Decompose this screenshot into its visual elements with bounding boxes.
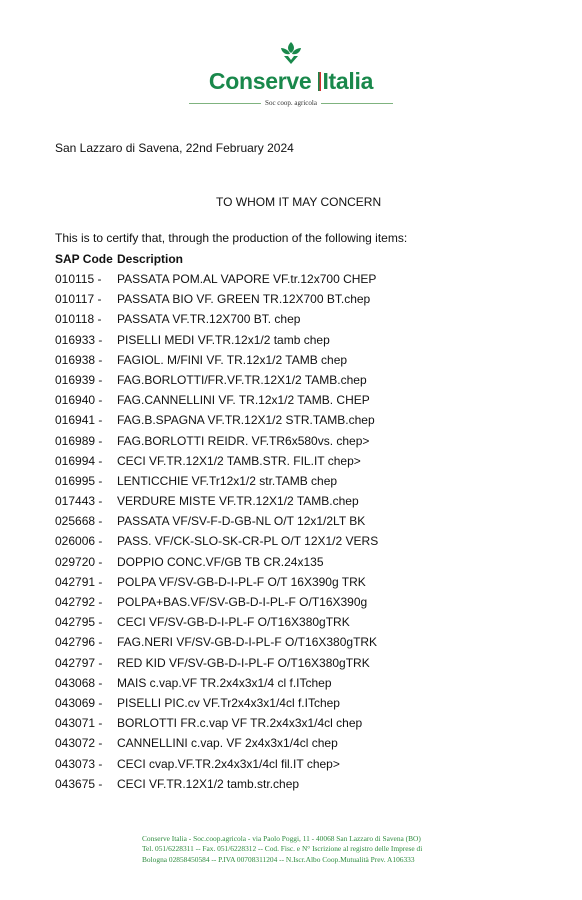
- list-item: [55, 434, 555, 454]
- column-header-sap-code: SAP Code: [55, 252, 113, 266]
- list-item: [55, 676, 555, 696]
- item-sap-code: 043073 -: [55, 756, 103, 771]
- list-item: [55, 413, 555, 433]
- item-description: PASSATA VF.TR.12X700 BT. chep: [117, 312, 301, 327]
- item-sap-code: 016995 -: [55, 473, 103, 488]
- item-sap-code: 043071 -: [55, 716, 103, 731]
- tagline-text: Soc coop. agricola: [265, 99, 317, 107]
- letter-date: San Lazzaro di Savena, 22nd February 2024: [55, 141, 294, 155]
- item-sap-code: 042791 -: [55, 574, 103, 589]
- item-description: PASSATA POM.AL VAPORE VF.tr.12x700 CHEP: [117, 272, 377, 286]
- list-item: [55, 272, 555, 292]
- item-sap-code: 042797 -: [55, 655, 103, 670]
- item-sap-code: 017443 -: [55, 494, 103, 509]
- letter-salutation: TO WHOM IT MAY CONCERN: [216, 195, 382, 209]
- item-description: PASSATA VF/SV-F-D-GB-NL O/T 12x1/2LT BK: [117, 514, 366, 529]
- item-sap-code: 043069 -: [55, 695, 103, 710]
- list-item: [55, 615, 555, 635]
- list-item: [55, 454, 555, 474]
- list-item: [55, 333, 555, 353]
- item-sap-code: 016940 -: [55, 393, 103, 408]
- item-description: LENTICCHIE VF.Tr12x1/2 str.TAMB chep: [117, 473, 338, 488]
- item-description: DOPPIO CONC.VF/GB TB CR.24x135: [117, 554, 324, 569]
- item-sap-code: 026006 -: [55, 534, 103, 549]
- item-sap-code: 016994 -: [55, 453, 103, 468]
- item-description: MAIS c.vap.VF TR.2x4x3x1/4 cl f.ITchep: [117, 675, 332, 690]
- fruit-leaf-emblem-icon: [278, 40, 304, 66]
- item-description: CECI cvap.VF.TR.2x4x3x1/4cl fil.IT chep>: [117, 756, 340, 771]
- item-sap-code: 016939 -: [55, 372, 103, 387]
- list-item: [55, 757, 555, 777]
- list-item: [55, 575, 555, 595]
- item-sap-code: 010118 -: [55, 312, 102, 327]
- list-item: [55, 736, 555, 756]
- item-description: FAG.BORLOTTI REIDR. VF.TR6x580vs. chep>: [117, 433, 370, 448]
- item-sap-code: 043675 -: [55, 776, 103, 791]
- list-item: [55, 312, 555, 332]
- item-description: PISELLI PIC.cv VF.Tr2x4x3x1/4cl f.ITchep: [117, 695, 340, 710]
- item-description: PASSATA BIO VF. GREEN TR.12X700 BT.chep: [117, 292, 371, 307]
- footer-line-contacts: Tel. 051/6228311 -- Fax. 051/6228312 -- Cod. Fisc. e N° Iscrizione al registro delle Imprese di: [142, 844, 423, 854]
- logo-word-conserve: Conserve: [208, 68, 312, 94]
- list-item: [55, 656, 555, 676]
- items-list: [55, 272, 555, 797]
- item-description: CECI VF.TR.12X1/2 tamb.str.chep: [117, 776, 300, 791]
- list-item: [55, 373, 555, 393]
- list-item: [55, 514, 555, 534]
- item-sap-code: 016989 -: [55, 433, 103, 448]
- list-item: [55, 494, 555, 514]
- item-sap-code: 016941 -: [55, 413, 103, 428]
- tagline-rule-left: [189, 103, 261, 104]
- list-item: [55, 353, 555, 373]
- list-item: [55, 595, 555, 615]
- logo-word-italia: Italia: [322, 68, 374, 94]
- item-description: FAG.B.SPAGNA VF.TR.12X1/2 STR.TAMB.chep: [117, 413, 375, 428]
- letter-intro: This is to certify that, through the production of the following items:: [55, 231, 408, 245]
- company-logo: [0, 40, 582, 95]
- column-header-description: Description: [117, 252, 184, 266]
- logo-tagline: [0, 99, 582, 107]
- item-sap-code: 010115 -: [55, 272, 102, 286]
- item-description: POLPA VF/SV-GB-D-I-PL-F O/T 16X390g TRK: [117, 574, 366, 589]
- item-description: CECI VF.TR.12X1/2 TAMB.STR. FIL.IT chep>: [117, 453, 361, 468]
- list-item: [55, 555, 555, 575]
- flag-stripe-icon: [318, 70, 321, 89]
- list-item: [55, 393, 555, 413]
- item-description: RED KID VF/SV-GB-D-I-PL-F O/T16X380gTRK: [117, 655, 370, 670]
- item-sap-code: 042796 -: [55, 635, 103, 650]
- item-sap-code: 043072 -: [55, 736, 103, 751]
- item-description: BORLOTTI FR.c.vap VF TR.2x4x3x1/4cl chep: [117, 716, 363, 731]
- footer-line-registration: Bologna 02858450584 -- P.IVA 00708311204 -- N.Iscr.Albo Coop.Mutualità Prev. A106333: [142, 854, 415, 864]
- footer-line-address: Conserve Italia - Soc.coop.agricola - via Paolo Poggi, 11 - 40068 San Lazzaro di Savena (BO): [142, 834, 421, 843]
- list-item: [55, 292, 555, 312]
- item-sap-code: 025668 -: [55, 514, 103, 529]
- list-item: [55, 777, 555, 797]
- item-description: PASS. VF/CK-SLO-SK-CR-PL O/T 12X1/2 VERS: [117, 534, 379, 549]
- list-item: [55, 474, 555, 494]
- item-description: FAG.BORLOTTI/FR.VF.TR.12X1/2 TAMB.chep: [117, 372, 367, 387]
- item-description: FAGIOL. M/FINI VF. TR.12x1/2 TAMB chep: [117, 352, 348, 367]
- item-sap-code: 016938 -: [55, 352, 103, 367]
- item-description: VERDURE MISTE VF.TR.12X1/2 TAMB.chep: [117, 494, 359, 509]
- item-sap-code: 010117 -: [55, 292, 102, 307]
- item-sap-code: 042792 -: [55, 595, 103, 609]
- item-sap-code: 016933 -: [55, 332, 103, 347]
- item-description: CECI VF/SV-GB-D-I-PL-F O/T16X380gTRK: [117, 615, 350, 630]
- list-item: [55, 696, 555, 716]
- tagline-rule-right: [321, 103, 393, 104]
- list-item: [55, 534, 555, 554]
- letterhead-footer: [142, 834, 422, 865]
- item-description: PISELLI MEDI VF.TR.12x1/2 tamb chep: [117, 332, 330, 347]
- list-item: [55, 635, 555, 655]
- item-sap-code: 042795 -: [55, 615, 103, 630]
- item-description: FAG.CANNELLINI VF. TR.12x1/2 TAMB. CHEP: [117, 393, 370, 408]
- item-description: FAG.NERI VF/SV-GB-D-I-PL-F O/T16X380gTRK: [117, 635, 378, 650]
- item-sap-code: 043068 -: [55, 675, 103, 690]
- list-item: [55, 716, 555, 736]
- item-description: CANNELLINI c.vap. VF 2x4x3x1/4cl chep: [117, 736, 338, 751]
- item-description: POLPA+BAS.VF/SV-GB-D-I-PL-F O/T16X390g: [117, 595, 368, 609]
- item-sap-code: 029720 -: [55, 554, 103, 569]
